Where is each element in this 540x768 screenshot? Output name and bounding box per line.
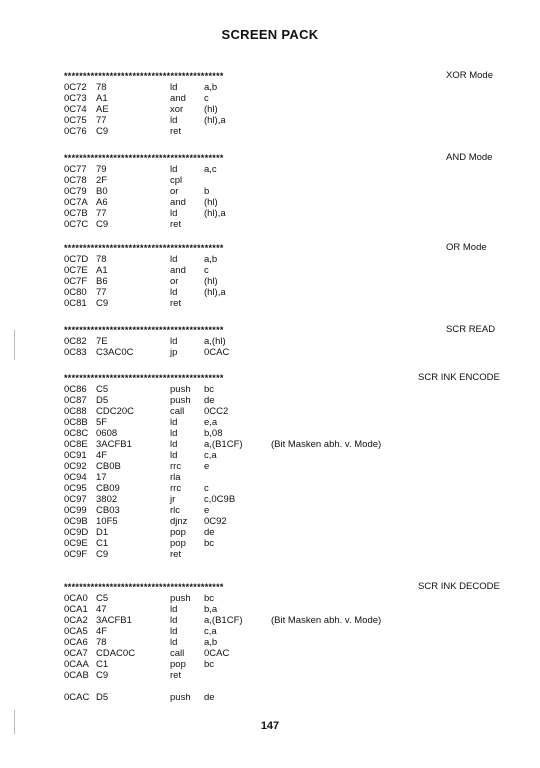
address: 0C8E <box>64 439 88 450</box>
code-line <box>64 637 494 648</box>
separator-stars: ****************************************** <box>64 325 224 335</box>
address: 0C92 <box>64 461 87 472</box>
operand: c,a <box>204 626 217 637</box>
address: 0C86 <box>64 384 87 395</box>
comment: (Bit Masken abh. v. Mode) <box>271 615 382 626</box>
address: 0C87 <box>64 395 87 406</box>
code-line <box>64 186 494 197</box>
hex-bytes: 5F <box>96 417 108 428</box>
separator-stars: ****************************************** <box>64 373 224 383</box>
separator-stars: ****************************************** <box>64 582 224 592</box>
code-line <box>64 461 494 472</box>
hex-bytes: C9 <box>96 126 109 137</box>
section-separator <box>64 152 494 164</box>
operand: 0CC2 <box>204 406 229 417</box>
operand: bc <box>204 659 215 670</box>
address: 0C94 <box>64 472 87 483</box>
hex-bytes: 3ACFB1 <box>96 615 132 626</box>
hex-bytes: 78 <box>96 254 107 265</box>
address: 0C79 <box>64 186 87 197</box>
code-line <box>64 336 494 347</box>
mnemonic: rrc <box>170 461 182 472</box>
hex-bytes: 78 <box>96 82 107 93</box>
hex-bytes: 47 <box>96 604 107 615</box>
address: 0C7D <box>64 254 89 265</box>
address: 0C97 <box>64 494 87 505</box>
address: 0C81 <box>64 298 87 309</box>
address: 0C7A <box>64 197 88 208</box>
mnemonic: and <box>170 93 186 104</box>
operand: a,(B1CF) <box>204 615 243 626</box>
operand: c <box>204 483 209 494</box>
mnemonic: ld <box>170 626 178 637</box>
operand: a,c <box>204 164 217 175</box>
scan-mark <box>14 710 15 734</box>
code-line <box>64 254 494 265</box>
hex-bytes: A1 <box>96 265 108 276</box>
mnemonic: djnz <box>170 516 188 527</box>
code-line <box>64 347 494 358</box>
mnemonic: ld <box>170 450 178 461</box>
hex-bytes: D5 <box>96 692 109 703</box>
mnemonic: cpl <box>170 175 183 186</box>
mnemonic: or <box>170 186 179 197</box>
code-line <box>64 219 494 230</box>
operand: (hl) <box>204 276 218 287</box>
operand: de <box>204 527 215 538</box>
mnemonic: push <box>170 384 191 395</box>
code-line <box>64 175 494 186</box>
page-number: 147 <box>260 720 280 732</box>
hex-bytes: CDAC0C <box>96 648 136 659</box>
code-line <box>64 494 494 505</box>
hex-bytes: 77 <box>96 287 107 298</box>
address: 0C8C <box>64 428 89 439</box>
code-line <box>64 615 494 626</box>
mnemonic: call <box>170 406 185 417</box>
operand: de <box>204 395 215 406</box>
hex-bytes: C1 <box>96 659 109 670</box>
operand: (hl) <box>204 104 218 115</box>
code-line <box>64 472 494 483</box>
separator-stars: ****************************************** <box>64 153 224 163</box>
code-line <box>64 82 494 93</box>
mnemonic: ld <box>170 604 178 615</box>
address: 0C95 <box>64 483 87 494</box>
hex-bytes: 2F <box>96 175 108 186</box>
listing-section <box>64 70 494 137</box>
mnemonic: and <box>170 265 186 276</box>
mnemonic: and <box>170 197 186 208</box>
address: 0CA7 <box>64 648 88 659</box>
code-line <box>64 428 494 439</box>
mnemonic: push <box>170 395 191 406</box>
address: 0CA1 <box>64 604 88 615</box>
operand: de <box>204 692 215 703</box>
address: 0C75 <box>64 115 87 126</box>
hex-bytes: C9 <box>96 670 109 681</box>
scan-mark <box>14 330 15 360</box>
operand: c <box>204 265 209 276</box>
operand: b <box>204 186 210 197</box>
mnemonic: ld <box>170 164 178 175</box>
operand: 0CAC <box>204 648 230 659</box>
section-separator <box>64 372 500 384</box>
address: 0C7F <box>64 276 88 287</box>
operand: e,a <box>204 417 218 428</box>
listing-section <box>64 152 494 230</box>
section-separator <box>64 70 494 82</box>
hex-bytes: 79 <box>96 164 107 175</box>
hex-bytes: C9 <box>96 298 109 309</box>
code-line <box>64 384 494 395</box>
mnemonic: call <box>170 648 185 659</box>
hex-bytes: B0 <box>96 186 108 197</box>
code-line <box>64 692 494 703</box>
code-line <box>64 538 494 549</box>
code-line <box>64 505 494 516</box>
mnemonic: ret <box>170 126 182 137</box>
hex-bytes: CB03 <box>96 505 120 516</box>
mnemonic: ret <box>170 219 182 230</box>
operand: b,a <box>204 604 218 615</box>
section-separator <box>64 242 494 254</box>
address: 0CA0 <box>64 593 88 604</box>
mnemonic: ld <box>170 208 178 219</box>
address: 0C73 <box>64 93 87 104</box>
hex-bytes: 4F <box>96 626 108 637</box>
section-heading: OR Mode <box>446 242 487 253</box>
code-line <box>64 604 494 615</box>
code-line <box>64 527 494 538</box>
section-heading: AND Mode <box>446 152 493 163</box>
mnemonic: pop <box>170 527 186 538</box>
listing-section <box>64 581 500 703</box>
section-separator <box>64 581 500 593</box>
address: 0C88 <box>64 406 87 417</box>
operand: a,(B1CF) <box>204 439 243 450</box>
section-heading: SCR INK ENCODE <box>418 372 500 383</box>
hex-bytes: 3ACFB1 <box>96 439 132 450</box>
mnemonic: ret <box>170 298 182 309</box>
operand: bc <box>204 593 215 604</box>
address: 0C76 <box>64 126 87 137</box>
mnemonic: xor <box>170 104 184 115</box>
operand: 0CAC <box>204 347 230 358</box>
section-separator <box>64 324 494 336</box>
hex-bytes: C5 <box>96 384 109 395</box>
hex-bytes: C9 <box>96 549 109 560</box>
hex-bytes: 77 <box>96 208 107 219</box>
address: 0C9B <box>64 516 88 527</box>
code-line <box>64 208 494 219</box>
listing-section <box>64 372 500 560</box>
code-line <box>64 626 494 637</box>
operand: c,0C9B <box>204 494 236 505</box>
operand: e <box>204 505 210 516</box>
operand: bc <box>204 538 215 549</box>
operand: e <box>204 461 210 472</box>
address: 0CA6 <box>64 637 88 648</box>
hex-bytes: AE <box>96 104 109 115</box>
operand: a,b <box>204 637 218 648</box>
address: 0C99 <box>64 505 87 516</box>
separator-stars: ****************************************** <box>64 71 224 81</box>
hex-bytes: C5 <box>96 593 109 604</box>
address: 0CAC <box>64 692 90 703</box>
mnemonic: ld <box>170 115 178 126</box>
code-line <box>64 298 494 309</box>
mnemonic: jr <box>170 494 176 505</box>
section-heading: SCR READ <box>446 324 496 335</box>
mnemonic: push <box>170 692 191 703</box>
code-line <box>64 659 494 670</box>
mnemonic: pop <box>170 538 186 549</box>
operand: (hl),a <box>204 115 226 126</box>
mnemonic: ld <box>170 417 178 428</box>
code-line <box>64 406 494 417</box>
separator-stars: ****************************************** <box>64 243 224 253</box>
operand: (hl),a <box>204 287 226 298</box>
hex-bytes: 4F <box>96 450 108 461</box>
hex-bytes: B6 <box>96 276 108 287</box>
hex-bytes: 77 <box>96 115 107 126</box>
operand: a,b <box>204 82 218 93</box>
page-title: SCREEN PACK <box>221 27 319 42</box>
hex-bytes: 0608 <box>96 428 118 439</box>
mnemonic: rlc <box>170 505 181 516</box>
code-line <box>64 93 494 104</box>
code-line <box>64 549 494 560</box>
operand: a,b <box>204 254 218 265</box>
hex-bytes: C3AC0C <box>96 347 134 358</box>
code-line <box>64 164 494 175</box>
listing-section <box>64 324 494 358</box>
code-line <box>64 516 494 527</box>
mnemonic: rrc <box>170 483 182 494</box>
address: 0C82 <box>64 336 87 347</box>
code-line <box>64 681 494 692</box>
address: 0C9E <box>64 538 88 549</box>
mnemonic: ld <box>170 615 178 626</box>
hex-bytes: 10F5 <box>96 516 118 527</box>
code-line <box>64 395 494 406</box>
section-heading: XOR Mode <box>446 70 493 81</box>
code-line <box>64 197 494 208</box>
hex-bytes: C9 <box>96 219 109 230</box>
hex-bytes: 7E <box>96 336 108 347</box>
mnemonic: or <box>170 276 179 287</box>
mnemonic: pop <box>170 659 186 670</box>
address: 0C72 <box>64 82 87 93</box>
mnemonic: ld <box>170 428 178 439</box>
operand: (hl),a <box>204 208 226 219</box>
mnemonic: ret <box>170 670 182 681</box>
hex-bytes: 17 <box>96 472 107 483</box>
address: 0C7E <box>64 265 88 276</box>
address: 0C80 <box>64 287 87 298</box>
address: 0CAA <box>64 659 89 670</box>
comment: (Bit Masken abh. v. Mode) <box>271 439 382 450</box>
operand: a,(hl) <box>204 336 226 347</box>
address: 0CA2 <box>64 615 88 626</box>
address: 0C83 <box>64 347 87 358</box>
address: 0C9D <box>64 527 89 538</box>
section-heading: SCR INK DECODE <box>418 581 500 592</box>
mnemonic: ld <box>170 287 178 298</box>
code-line <box>64 670 494 681</box>
hex-bytes: C1 <box>96 538 109 549</box>
mnemonic: push <box>170 593 191 604</box>
address: 0C7C <box>64 219 89 230</box>
address: 0C8B <box>64 417 88 428</box>
hex-bytes: CB09 <box>96 483 120 494</box>
operand: bc <box>204 384 215 395</box>
code-line <box>64 483 494 494</box>
code-line <box>64 287 494 298</box>
address: 0C77 <box>64 164 87 175</box>
code-line <box>64 115 494 126</box>
mnemonic: ld <box>170 336 178 347</box>
code-line <box>64 593 494 604</box>
code-line <box>64 126 494 137</box>
address: 0C7B <box>64 208 88 219</box>
address: 0C78 <box>64 175 87 186</box>
code-line <box>64 265 494 276</box>
hex-bytes: 3802 <box>96 494 118 505</box>
hex-bytes: D1 <box>96 527 109 538</box>
mnemonic: jp <box>170 347 178 358</box>
mnemonic: ld <box>170 254 178 265</box>
address: 0CAB <box>64 670 89 681</box>
code-line <box>64 276 494 287</box>
mnemonic: ld <box>170 637 178 648</box>
code-line <box>64 648 494 659</box>
code-line <box>64 104 494 115</box>
hex-bytes: CDC20C <box>96 406 135 417</box>
operand: 0C92 <box>204 516 227 527</box>
address: 0C91 <box>64 450 87 461</box>
code-line <box>64 450 494 461</box>
operand: (hl) <box>204 197 218 208</box>
mnemonic: ret <box>170 549 182 560</box>
listing-section <box>64 242 494 309</box>
address: 0CA5 <box>64 626 88 637</box>
code-line <box>64 417 494 428</box>
address: 0C74 <box>64 104 87 115</box>
operand: b,08 <box>204 428 223 439</box>
hex-bytes: CB0B <box>96 461 121 472</box>
mnemonic: ld <box>170 82 178 93</box>
hex-bytes: A6 <box>96 197 108 208</box>
address: 0C9F <box>64 549 88 560</box>
hex-bytes: D5 <box>96 395 109 406</box>
hex-bytes: A1 <box>96 93 108 104</box>
mnemonic: ld <box>170 439 178 450</box>
code-line <box>64 439 494 450</box>
hex-bytes: 78 <box>96 637 107 648</box>
mnemonic: rla <box>170 472 181 483</box>
operand: c,a <box>204 450 217 461</box>
operand: c <box>204 93 209 104</box>
